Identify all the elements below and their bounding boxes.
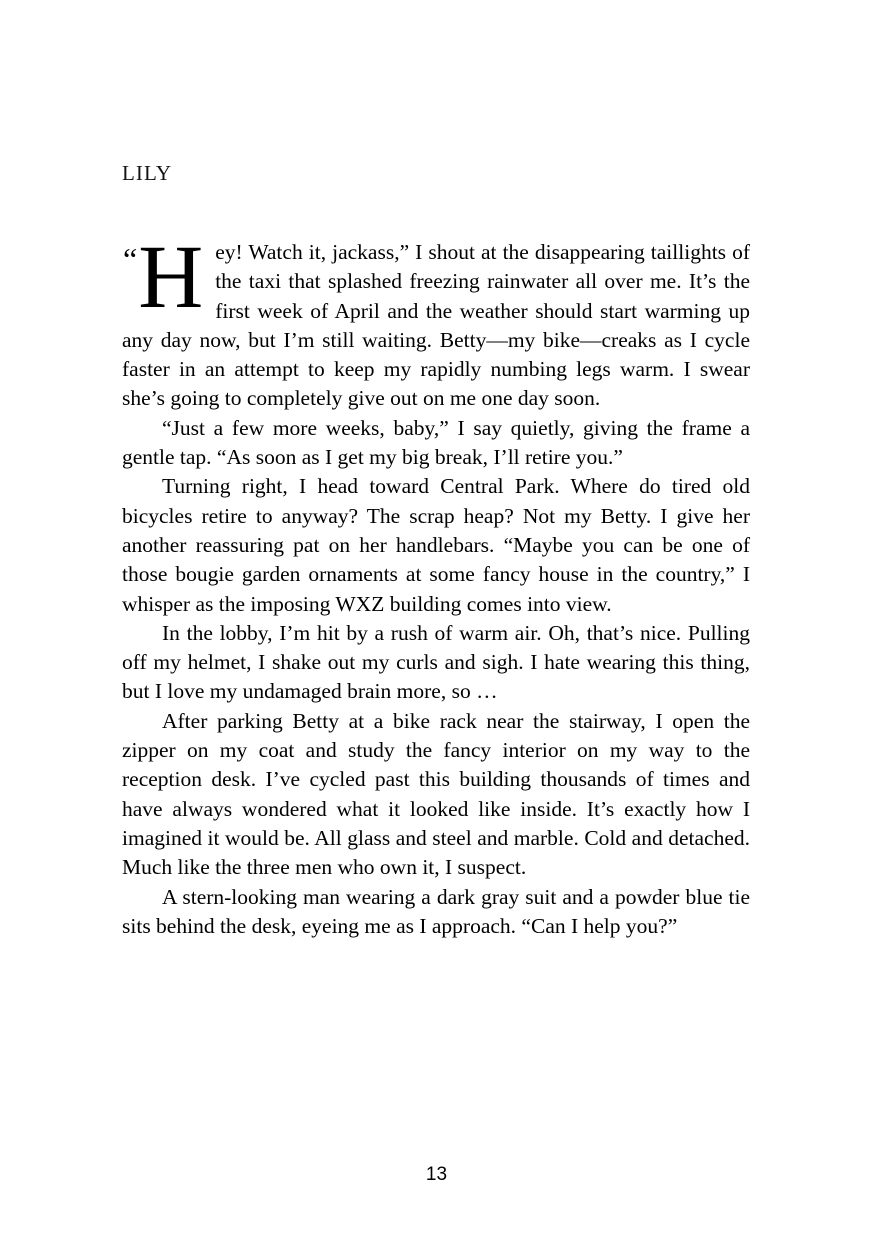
paragraph-1 (122, 228, 750, 414)
paragraph-5: After parking Betty at a bike rack near the stairway, I open the zipper on my coat and study the fancy interior on my way to the reception desk. I’ve cycled past this building thousands of times and have always wondered what it looked like inside. It’s exactly how I imagined it would be. All glass and steel and marble. Cold and detached. Much like the three men who own it, I suspect. (122, 708, 750, 880)
paragraph-4: In the lobby, I’m hit by a rush of warm air. Oh, that’s nice. Pulling off my helmet, I shake out my curls and sigh. I hate wearing this thing, but I love my undamaged brain more, so … (122, 620, 750, 704)
paragraph-2: “Just a few more weeks, baby,” I say quietly, giving the frame a gentle tap. “As soon as I get my big break, I’ll retire you.” (122, 415, 750, 470)
page-text-block (122, 160, 750, 941)
dropcap-open-quote: “ (123, 241, 137, 277)
paragraph-1-text: ey! Watch it, jackass,” I shout at the disappearing taillights of the taxi that splashed freezing rainwater all over me. It’s the first week of April and the weather should start warming up any day now, but I’m still waiting. Betty—my bike—creaks as I cycle faster in an attempt to keep my rapidly numbing legs warm. I swear she’s going to completely give out on me one day soon. (122, 240, 750, 411)
chapter-heading: LILY (122, 161, 173, 185)
paragraph-3: Turning right, I head toward Central Park. Where do tired old bicycles retire to anyway? The scrap heap? Not my Betty. I give her another reassuring pat on her handlebars. “Maybe you can be one of those bougie garden ornaments at some fancy house in the country,” I whisper as the imposing WXZ building comes into view. (122, 474, 750, 616)
paragraph-6: A stern-looking man wearing a dark gray suit and a powder blue tie sits behind the desk, eyeing me as I approach. “Can I help you?” (122, 884, 750, 938)
dropcap-letter: H (138, 228, 204, 327)
body-copy (122, 228, 750, 941)
page-number: 13 (425, 1164, 448, 1185)
